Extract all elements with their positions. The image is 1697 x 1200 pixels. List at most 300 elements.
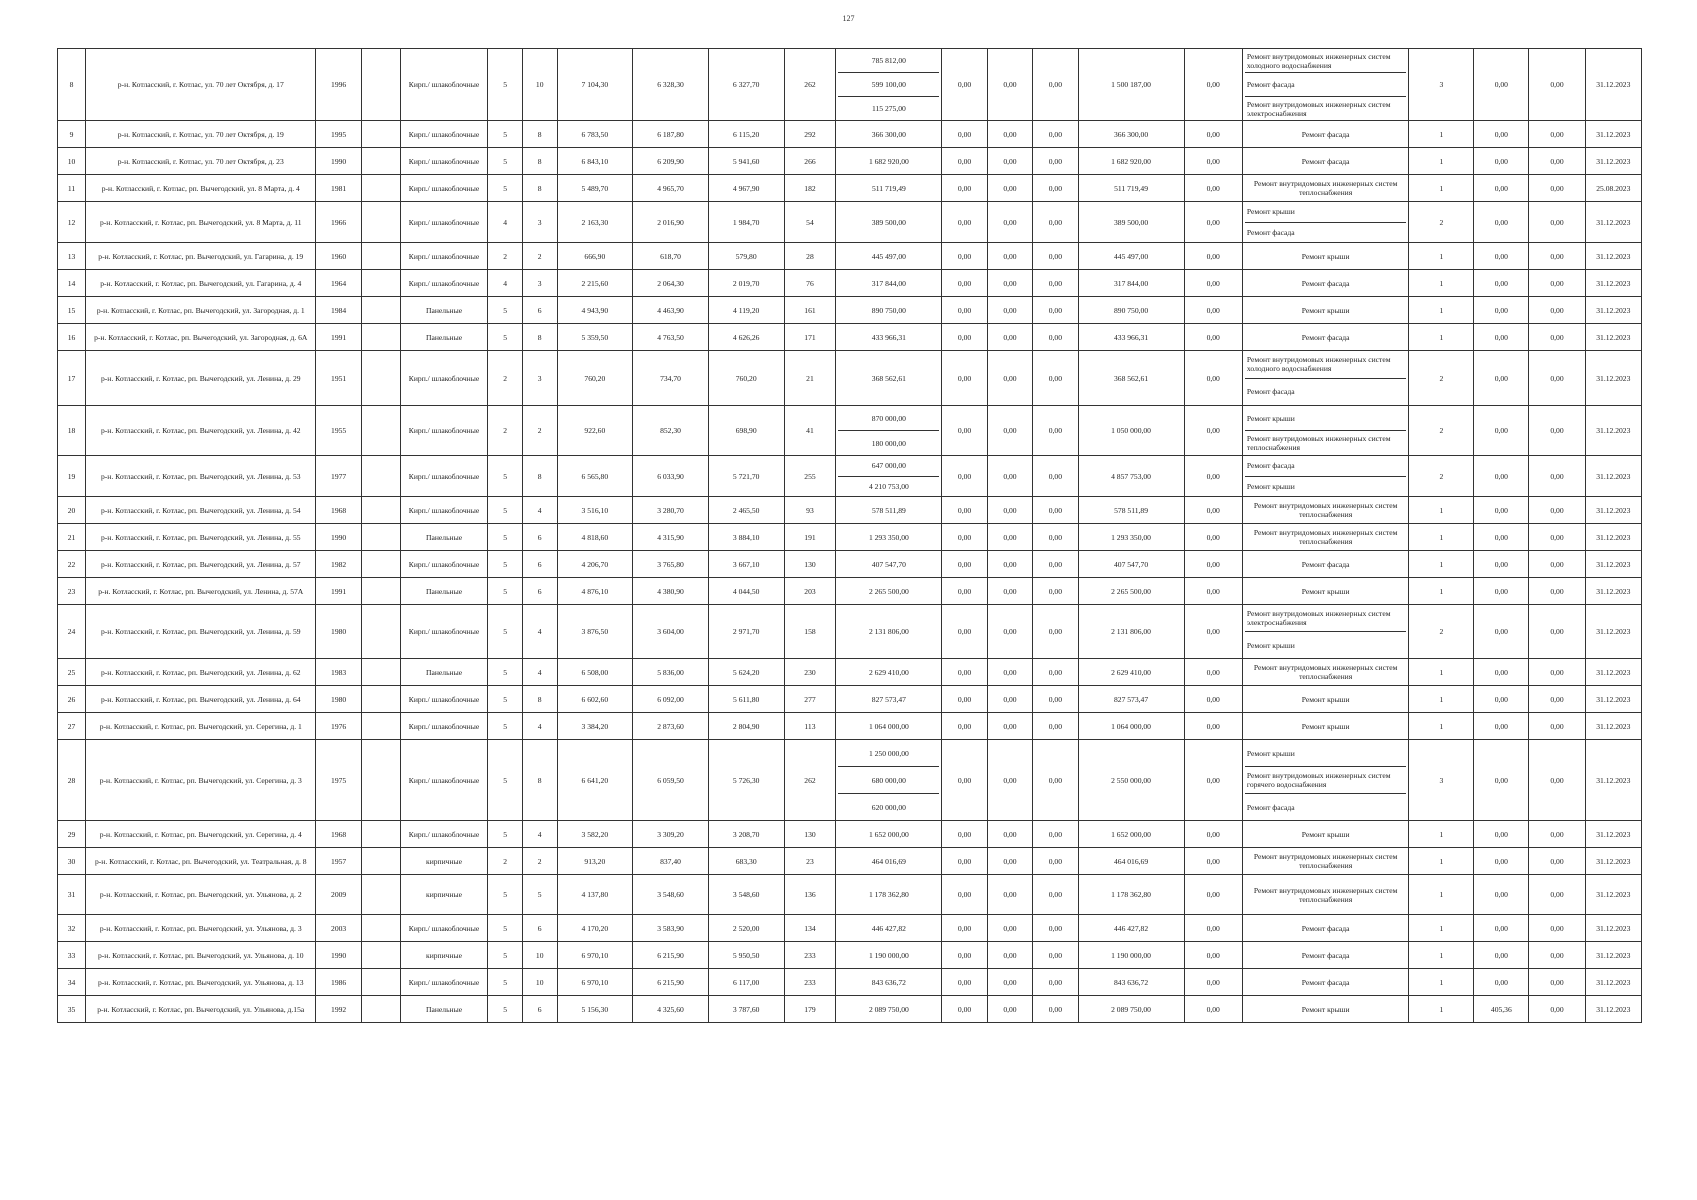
fund-regional: 0,00 — [987, 497, 1032, 524]
fund-regional: 0,00 — [987, 297, 1032, 324]
area-residential: 2 971,70 — [708, 605, 784, 659]
unit-cost: 0,00 — [1474, 270, 1529, 297]
fund-federal: 0,00 — [942, 605, 987, 659]
fund-owners: 0,00 — [1184, 243, 1242, 270]
fund-federal: 0,00 — [942, 740, 987, 821]
area-residential: 3 667,10 — [708, 551, 784, 578]
fund-regional: 0,00 — [987, 915, 1032, 942]
wall-material: Панельные — [400, 578, 488, 605]
wall-material: кирпичные — [400, 875, 488, 915]
build-year: 1984 — [316, 297, 361, 324]
work-count: 3 — [1409, 740, 1474, 821]
fund-local: 0,00 — [1033, 121, 1078, 148]
work-count: 1 — [1409, 243, 1474, 270]
fund-owners: 0,00 — [1184, 297, 1242, 324]
work-count: 2 — [1409, 605, 1474, 659]
row-number: 21 — [58, 524, 86, 551]
area-total: 4 170,20 — [557, 915, 633, 942]
fund-regional: 0,00 — [987, 686, 1032, 713]
fund-local: 0,00 — [1033, 297, 1078, 324]
unit-limit: 0,00 — [1529, 497, 1585, 524]
empty-cell — [361, 175, 400, 202]
floors: 5 — [488, 297, 523, 324]
row-number: 10 — [58, 148, 86, 175]
residents: 191 — [784, 524, 836, 551]
cost: 446 427,82 — [836, 915, 942, 942]
fund-federal: 0,00 — [942, 270, 987, 297]
residents: 179 — [784, 996, 836, 1023]
deadline: 31.12.2023 — [1585, 578, 1641, 605]
area-residential: 2 804,90 — [708, 713, 784, 740]
address: р-н. Котласский, г. Котлас, рп. Вычегодский, ул. Ленина, д. 53 — [86, 456, 316, 497]
unit-limit: 0,00 — [1529, 686, 1585, 713]
work-type-item: Ремонт крыши — [1246, 207, 1295, 217]
table-row — [58, 578, 1642, 605]
row-number: 23 — [58, 578, 86, 605]
fund-federal: 0,00 — [942, 969, 987, 996]
area-total: 4 137,80 — [557, 875, 633, 915]
fund-federal: 0,00 — [942, 996, 987, 1023]
fund-local: 0,00 — [1033, 605, 1078, 659]
work-type: Ремонт крыши — [1242, 578, 1409, 605]
wall-material: Панельные — [400, 297, 488, 324]
fund-regional: 0,00 — [987, 942, 1032, 969]
address: р-н. Котласский, г. Котлас, рп. Вычегодский, ул. Гагарина, д. 19 — [86, 243, 316, 270]
row-number: 13 — [58, 243, 86, 270]
unit-cost: 0,00 — [1474, 848, 1529, 875]
floors: 5 — [488, 324, 523, 351]
area-total: 6 970,10 — [557, 942, 633, 969]
address: р-н. Котласский, г. Котлас, рп. Вычегодский, ул. Ленина, д. 62 — [86, 659, 316, 686]
area-premises: 734,70 — [633, 351, 709, 406]
row-number: 25 — [58, 659, 86, 686]
residents: 93 — [784, 497, 836, 524]
work-type — [1242, 740, 1409, 821]
fund-local: 0,00 — [1033, 202, 1078, 243]
area-residential: 3 787,60 — [708, 996, 784, 1023]
area-residential: 4 626,26 — [708, 324, 784, 351]
fund-owners: 0,00 — [1184, 497, 1242, 524]
residents: 113 — [784, 713, 836, 740]
cost — [836, 740, 942, 821]
area-total: 5 489,70 — [557, 175, 633, 202]
area-total: 6 783,50 — [557, 121, 633, 148]
fund-local: 0,00 — [1033, 456, 1078, 497]
cost: 389 500,00 — [836, 202, 942, 243]
area-total: 3 516,10 — [557, 497, 633, 524]
area-total: 4 943,90 — [557, 297, 633, 324]
entrances: 6 — [522, 996, 557, 1023]
row-number: 9 — [58, 121, 86, 148]
entrances: 4 — [522, 497, 557, 524]
work-type: Ремонт фасада — [1242, 270, 1409, 297]
fund-owners: 0,00 — [1184, 406, 1242, 456]
entrances: 10 — [522, 969, 557, 996]
cost: 1 190 000,00 — [836, 942, 942, 969]
area-total: 6 508,00 — [557, 659, 633, 686]
total-cost: 407 547,70 — [1078, 551, 1184, 578]
build-year: 1986 — [316, 969, 361, 996]
row-number: 34 — [58, 969, 86, 996]
area-residential: 579,80 — [708, 243, 784, 270]
area-premises: 6 033,90 — [633, 456, 709, 497]
empty-cell — [361, 148, 400, 175]
empty-cell — [361, 270, 400, 297]
fund-owners: 0,00 — [1184, 175, 1242, 202]
empty-cell — [361, 848, 400, 875]
cost-item: 680 000,00 — [838, 766, 939, 793]
cost: 317 844,00 — [836, 270, 942, 297]
fund-owners: 0,00 — [1184, 121, 1242, 148]
work-type-item: Ремонт внутридомовых инженерных систем теплоснабжения — [1245, 430, 1407, 455]
deadline: 31.12.2023 — [1585, 351, 1641, 406]
wall-material: Кирп./ шлакоблочные — [400, 406, 488, 456]
fund-local: 0,00 — [1033, 148, 1078, 175]
empty-cell — [361, 351, 400, 406]
area-premises: 4 325,60 — [633, 996, 709, 1023]
fund-regional: 0,00 — [987, 875, 1032, 915]
deadline: 31.12.2023 — [1585, 713, 1641, 740]
work-type: Ремонт фасада — [1242, 942, 1409, 969]
total-cost: 2 265 500,00 — [1078, 578, 1184, 605]
work-count: 2 — [1409, 202, 1474, 243]
floors: 5 — [488, 969, 523, 996]
cost — [836, 406, 942, 456]
floors: 5 — [488, 605, 523, 659]
table-row — [58, 351, 1642, 406]
row-number: 30 — [58, 848, 86, 875]
fund-owners: 0,00 — [1184, 821, 1242, 848]
area-total: 5 359,50 — [557, 324, 633, 351]
work-count: 1 — [1409, 915, 1474, 942]
residents: 277 — [784, 686, 836, 713]
unit-cost: 0,00 — [1474, 406, 1529, 456]
residents: 230 — [784, 659, 836, 686]
wall-material: кирпичные — [400, 942, 488, 969]
entrances: 6 — [522, 297, 557, 324]
fund-regional: 0,00 — [987, 551, 1032, 578]
area-total: 3 876,50 — [557, 605, 633, 659]
fund-local: 0,00 — [1033, 659, 1078, 686]
table-row — [58, 456, 1642, 497]
deadline: 31.12.2023 — [1585, 202, 1641, 243]
work-type: Ремонт крыши — [1242, 996, 1409, 1023]
fund-local: 0,00 — [1033, 551, 1078, 578]
build-year: 1991 — [316, 324, 361, 351]
unit-cost: 0,00 — [1474, 713, 1529, 740]
floors: 2 — [488, 406, 523, 456]
work-type — [1242, 605, 1409, 659]
total-cost: 389 500,00 — [1078, 202, 1184, 243]
fund-local: 0,00 — [1033, 406, 1078, 456]
empty-cell — [361, 121, 400, 148]
area-premises: 6 215,90 — [633, 969, 709, 996]
unit-cost: 0,00 — [1474, 875, 1529, 915]
entrances: 8 — [522, 324, 557, 351]
work-type: Ремонт внутридомовых инженерных систем теплоснабжения — [1242, 175, 1409, 202]
address: р-н. Котласский, г. Котлас, ул. 70 лет Октября, д. 23 — [86, 148, 316, 175]
residents: 203 — [784, 578, 836, 605]
floors: 5 — [488, 713, 523, 740]
area-residential: 5 726,30 — [708, 740, 784, 821]
area-premises: 2 064,30 — [633, 270, 709, 297]
work-type: Ремонт фасада — [1242, 969, 1409, 996]
wall-material: Кирп./ шлакоблочные — [400, 49, 488, 121]
unit-cost: 0,00 — [1474, 497, 1529, 524]
row-number: 33 — [58, 942, 86, 969]
deadline: 31.12.2023 — [1585, 49, 1641, 121]
area-total: 5 156,30 — [557, 996, 633, 1023]
total-cost: 2 629 410,00 — [1078, 659, 1184, 686]
empty-cell — [361, 578, 400, 605]
fund-federal: 0,00 — [942, 848, 987, 875]
fund-federal: 0,00 — [942, 942, 987, 969]
cost: 368 562,61 — [836, 351, 942, 406]
wall-material: Кирп./ шлакоблочные — [400, 497, 488, 524]
row-number: 18 — [58, 406, 86, 456]
table-row — [58, 969, 1642, 996]
fund-federal: 0,00 — [942, 551, 987, 578]
empty-cell — [361, 456, 400, 497]
fund-local: 0,00 — [1033, 578, 1078, 605]
row-number: 28 — [58, 740, 86, 821]
deadline: 31.12.2023 — [1585, 969, 1641, 996]
work-count: 1 — [1409, 524, 1474, 551]
fund-federal: 0,00 — [942, 351, 987, 406]
address: р-н. Котласский, г. Котлас, рп. Вычегодский, ул. Серегина, д. 3 — [86, 740, 316, 821]
table-row — [58, 659, 1642, 686]
cost: 2 265 500,00 — [836, 578, 942, 605]
area-residential: 3 208,70 — [708, 821, 784, 848]
fund-owners: 0,00 — [1184, 659, 1242, 686]
work-count: 1 — [1409, 875, 1474, 915]
build-year: 1968 — [316, 821, 361, 848]
work-type-item: Ремонт крыши — [1246, 748, 1295, 758]
residents: 76 — [784, 270, 836, 297]
table-row — [58, 270, 1642, 297]
entrances: 4 — [522, 713, 557, 740]
work-type-item: Ремонт крыши — [1245, 631, 1407, 658]
cost: 2 131 806,00 — [836, 605, 942, 659]
area-residential: 5 624,20 — [708, 659, 784, 686]
build-year: 1968 — [316, 497, 361, 524]
fund-federal: 0,00 — [942, 578, 987, 605]
deadline: 25.08.2023 — [1585, 175, 1641, 202]
fund-owners: 0,00 — [1184, 324, 1242, 351]
work-type-item: Ремонт фасада — [1245, 72, 1407, 96]
work-type-item: Ремонт фасада — [1245, 378, 1407, 406]
unit-cost: 0,00 — [1474, 297, 1529, 324]
area-total: 922,60 — [557, 406, 633, 456]
fund-federal: 0,00 — [942, 821, 987, 848]
address: р-н. Котласский, г. Котлас, рп. Вычегодский, ул. Ленина, д. 29 — [86, 351, 316, 406]
area-premises: 3 548,60 — [633, 875, 709, 915]
floors: 5 — [488, 915, 523, 942]
total-cost: 446 427,82 — [1078, 915, 1184, 942]
area-residential: 760,20 — [708, 351, 784, 406]
address: р-н. Котласский, г. Котлас, рп. Вычегодский, ул. Ульянова, д. 2 — [86, 875, 316, 915]
address: р-н. Котласский, г. Котлас, ул. 70 лет Октября, д. 17 — [86, 49, 316, 121]
work-count: 1 — [1409, 821, 1474, 848]
wall-material: Кирп./ шлакоблочные — [400, 915, 488, 942]
residents: 41 — [784, 406, 836, 456]
deadline: 31.12.2023 — [1585, 243, 1641, 270]
unit-cost: 0,00 — [1474, 121, 1529, 148]
empty-cell — [361, 659, 400, 686]
work-count: 2 — [1409, 456, 1474, 497]
area-premises: 3 309,20 — [633, 821, 709, 848]
work-type: Ремонт внутридомовых инженерных систем теплоснабжения — [1242, 524, 1409, 551]
unit-limit: 0,00 — [1529, 49, 1585, 121]
entrances: 2 — [522, 406, 557, 456]
address: р-н. Котласский, г. Котлас, рп. Вычегодский, ул. Ленина, д. 42 — [86, 406, 316, 456]
fund-federal: 0,00 — [942, 456, 987, 497]
area-residential: 2 019,70 — [708, 270, 784, 297]
table-row — [58, 605, 1642, 659]
area-residential: 5 941,60 — [708, 148, 784, 175]
page-number: 127 — [842, 14, 855, 23]
area-total: 6 565,80 — [557, 456, 633, 497]
fund-regional: 0,00 — [987, 243, 1032, 270]
row-number: 17 — [58, 351, 86, 406]
entrances: 6 — [522, 551, 557, 578]
floors: 5 — [488, 740, 523, 821]
total-cost: 1 050 000,00 — [1078, 406, 1184, 456]
work-type: Ремонт крыши — [1242, 243, 1409, 270]
row-number: 20 — [58, 497, 86, 524]
fund-owners: 0,00 — [1184, 148, 1242, 175]
work-type-item: Ремонт внутридомовых инженерных систем горячего водоснабжения — [1245, 766, 1407, 793]
fund-regional: 0,00 — [987, 121, 1032, 148]
residents: 182 — [784, 175, 836, 202]
area-residential: 4 967,90 — [708, 175, 784, 202]
area-total: 2 215,60 — [557, 270, 633, 297]
build-year: 1982 — [316, 551, 361, 578]
repair-register-table — [57, 48, 1642, 1023]
work-type: Ремонт фасада — [1242, 551, 1409, 578]
area-premises: 4 463,90 — [633, 297, 709, 324]
residents: 171 — [784, 324, 836, 351]
residents: 262 — [784, 740, 836, 821]
row-number: 29 — [58, 821, 86, 848]
unit-limit: 0,00 — [1529, 148, 1585, 175]
fund-federal: 0,00 — [942, 875, 987, 915]
table-row — [58, 821, 1642, 848]
work-type — [1242, 406, 1409, 456]
entrances: 10 — [522, 49, 557, 121]
fund-owners: 0,00 — [1184, 351, 1242, 406]
row-number: 8 — [58, 49, 86, 121]
unit-limit: 0,00 — [1529, 524, 1585, 551]
fund-federal: 0,00 — [942, 202, 987, 243]
work-type: Ремонт внутридомовых инженерных систем теплоснабжения — [1242, 848, 1409, 875]
floors: 5 — [488, 996, 523, 1023]
floors: 5 — [488, 942, 523, 969]
row-number: 22 — [58, 551, 86, 578]
entrances: 4 — [522, 659, 557, 686]
area-premises: 4 965,70 — [633, 175, 709, 202]
deadline: 31.12.2023 — [1585, 121, 1641, 148]
entrances: 3 — [522, 270, 557, 297]
unit-cost: 0,00 — [1474, 686, 1529, 713]
unit-cost: 0,00 — [1474, 821, 1529, 848]
cost: 445 497,00 — [836, 243, 942, 270]
table-row — [58, 915, 1642, 942]
entrances: 8 — [522, 686, 557, 713]
cost-item: 870 000,00 — [871, 413, 906, 423]
entrances: 8 — [522, 175, 557, 202]
build-year: 1951 — [316, 351, 361, 406]
deadline: 31.12.2023 — [1585, 821, 1641, 848]
row-number: 15 — [58, 297, 86, 324]
total-cost: 445 497,00 — [1078, 243, 1184, 270]
area-total: 2 163,30 — [557, 202, 633, 243]
work-count: 2 — [1409, 351, 1474, 406]
unit-limit: 0,00 — [1529, 848, 1585, 875]
deadline: 31.12.2023 — [1585, 270, 1641, 297]
address: р-н. Котласский, г. Котлас, рп. Вычегодский, ул. Ленина, д. 54 — [86, 497, 316, 524]
table-row — [58, 175, 1642, 202]
unit-limit: 0,00 — [1529, 740, 1585, 821]
work-count: 2 — [1409, 406, 1474, 456]
total-cost: 464 016,69 — [1078, 848, 1184, 875]
cost: 433 966,31 — [836, 324, 942, 351]
unit-limit: 0,00 — [1529, 605, 1585, 659]
area-premises: 3 583,90 — [633, 915, 709, 942]
fund-regional: 0,00 — [987, 659, 1032, 686]
work-type: Ремонт фасада — [1242, 324, 1409, 351]
unit-limit: 0,00 — [1529, 942, 1585, 969]
fund-regional: 0,00 — [987, 324, 1032, 351]
work-count: 1 — [1409, 848, 1474, 875]
cost: 1 064 000,00 — [836, 713, 942, 740]
entrances: 6 — [522, 578, 557, 605]
total-cost: 368 562,61 — [1078, 351, 1184, 406]
address: р-н. Котласский, г. Котлас, рп. Вычегодский, ул. Загородная, д. 1 — [86, 297, 316, 324]
cost: 366 300,00 — [836, 121, 942, 148]
build-year: 1991 — [316, 578, 361, 605]
cost: 2 089 750,00 — [836, 996, 942, 1023]
work-type — [1242, 456, 1409, 497]
residents: 158 — [784, 605, 836, 659]
work-type-item: Ремонт внутридомовых инженерных систем холодного водоснабжения — [1246, 355, 1391, 374]
work-type-item: Ремонт крыши — [1245, 476, 1407, 497]
unit-cost: 0,00 — [1474, 202, 1529, 243]
residents: 134 — [784, 915, 836, 942]
wall-material: Кирп./ шлакоблочные — [400, 740, 488, 821]
unit-limit: 0,00 — [1529, 202, 1585, 243]
address: р-н. Котласский, г. Котлас, рп. Вычегодский, ул. Ленина, д. 55 — [86, 524, 316, 551]
cost: 827 573,47 — [836, 686, 942, 713]
address: р-н. Котласский, г. Котлас, рп. Вычегодский, ул. Серегина, д. 1 — [86, 713, 316, 740]
area-residential: 2 465,50 — [708, 497, 784, 524]
address: р-н. Котласский, г. Котлас, рп. Вычегодский, ул. Ульянова, д. 3 — [86, 915, 316, 942]
build-year: 1975 — [316, 740, 361, 821]
area-total: 3 582,20 — [557, 821, 633, 848]
area-premises: 4 315,90 — [633, 524, 709, 551]
unit-cost: 0,00 — [1474, 605, 1529, 659]
unit-limit: 0,00 — [1529, 243, 1585, 270]
build-year: 1992 — [316, 996, 361, 1023]
entrances: 4 — [522, 605, 557, 659]
fund-local: 0,00 — [1033, 243, 1078, 270]
fund-regional: 0,00 — [987, 848, 1032, 875]
address: р-н. Котласский, г. Котлас, рп. Вычегодский, ул. Театральная, д. 8 — [86, 848, 316, 875]
unit-cost: 405,36 — [1474, 996, 1529, 1023]
fund-regional: 0,00 — [987, 202, 1032, 243]
work-count: 1 — [1409, 148, 1474, 175]
work-type: Ремонт крыши — [1242, 821, 1409, 848]
